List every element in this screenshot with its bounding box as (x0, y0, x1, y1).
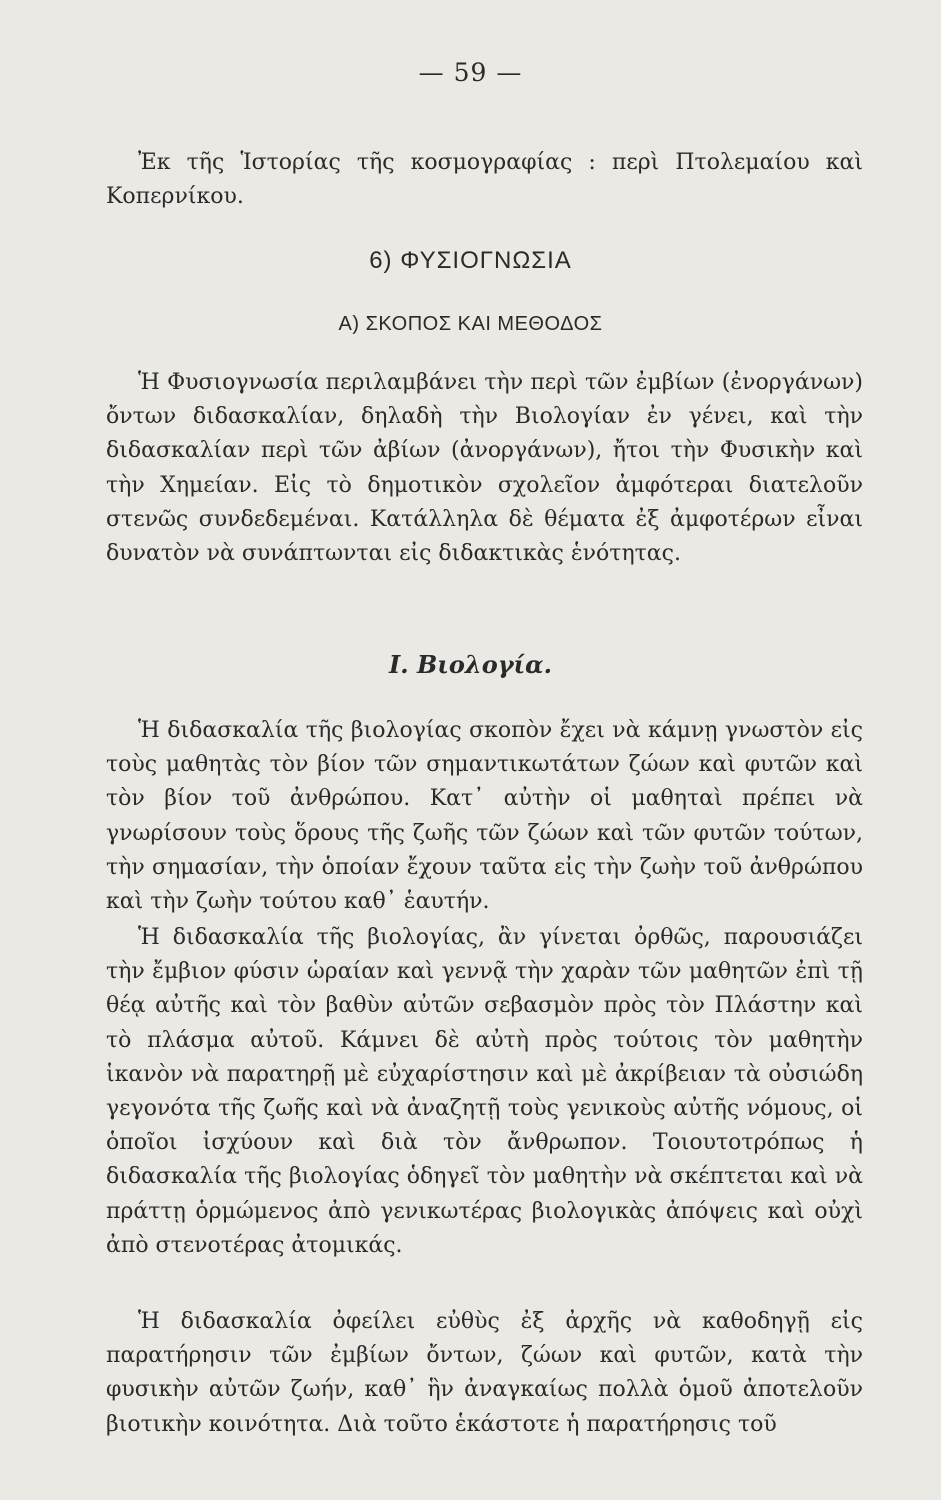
subsection-title: Α) ΣΚΟΠΟΣ ΚΑΙ ΜΕΘΟΔΟΣ (338, 313, 603, 335)
page-number: — 59 — (418, 58, 523, 87)
biology-heading: Ι. Βιολογία. (389, 650, 552, 679)
section-title: 6) ΦΥΣΙΟΓΝΩΣΙΑ (369, 247, 572, 274)
paragraph-biology-teaching: Ἡ διδασκαλία τῆς βιολογίας, ἂν γίνεται ὀρθῶς, παρουσιάζει τὴν ἔμβιον φύσιν ὡραίαν καὶ γεννᾷ τὴν χαρὰν τῶν μαθητῶν ἐπὶ τῇ θέᾳ αὐτῆς καὶ τὸν βαθὺν αὐτῶν σεβασμὸν πρὸς τὸν Πλάστην καὶ τὸ πλάσμα αὐτοῦ. Κάμνει δὲ αὐτὴ πρὸς τούτοις τὸν μαθητὴν ἱκανὸν νὰ παρατηρῇ μὲ εὐχαρίστησιν καὶ μὲ ἀκρίβειαν τὰ οὐσιώδη γεγονότα τῆς ζωῆς καὶ νὰ ἀναζητῇ τοὺς γενικοὺς αὐτῆς νόμους, οἱ ὁποῖοι ἰσχύουν καὶ διὰ τὸν ἄνθρωπον. Τοιουτοτρόπως ἡ διδασκαλία τῆς βιολογίας ὁδηγεῖ τὸν μαθητὴν νὰ σκέπτεται καὶ νὰ πράττῃ ὁρμώμενος ἀπὸ γενικωτέρας βιολογικὰς ἀπόψεις καὶ οὐχὶ ἀπὸ στενοτέρας ἀτομικάς. (106, 925, 863, 1258)
intro-line: Ἐκ τῆς Ἱστορίας τῆς κοσμογραφίας : περὶ Πτολεμαίου καὶ Κοπερνίκου. (106, 150, 863, 209)
paragraph-physiognosia: Ἡ Φυσιογνωσία περιλαμβάνει τὴν περὶ τῶν ἐμβίων (ἐνοργάνων) ὄντων διδασκαλίαν, δηλαδὴ τὴν Βιολογίαν ἐν γένει, καὶ τὴν διδασκαλίαν περὶ τῶν ἀβίων (ἀνοργάνων), ἤτοι τὴν Φυσικὴν καὶ τὴν Χημείαν. Εἰς τὸ δημοτικὸν σχολεῖον ἀμφότεραι διατελοῦν στενῶς συνδεδεμέναι. Κατάλληλα δὲ θέματα ἐξ ἀμφοτέρων εἶναι δυνατὸν νὰ συνάπτωνται εἰς διδακτικὰς ἑνότητας. (106, 370, 863, 567)
paragraph-biology-aim: Ἡ διδασκαλία τῆς βιολογίας σκοπὸν ἔχει νὰ κάμνῃ γνωστὸν εἰς τοὺς μαθητὰς τὸν βίον τῶν σημαντικωτάτων ζώων καὶ φυτῶν καὶ τὸν βίον τοῦ ἀνθρώπου. Κατ᾽ αὐτὴν οἱ μαθηταὶ πρέπει νὰ γνωρίσουν τοὺς ὅρους τῆς ζωῆς τῶν ζώων καὶ τῶν φυτῶν τούτων, τὴν σημασίαν, τὴν ὁποίαν ἔχουν ταῦτα εἰς τὴν ζωὴν τοῦ ἀνθρώπου καὶ τὴν ζωὴν τούτου καθ᾽ ἑαυτήν. (106, 718, 863, 915)
paragraph-observation: Ἡ διδασκαλία ὀφείλει εὐθὺς ἐξ ἀρχῆς νὰ καθοδηγῇ εἰς παρατήρησιν τῶν ἐμβίων ὄντων, ζώων καὶ φυτῶν, κατὰ τὴν φυσικὴν αὐτῶν ζωήν, καθ᾽ ἣν ἀναγκαίως πολλὰ ὁμοῦ ἀποτελοῦν βιοτικὴν κοινότητα. Διὰ τοῦτο ἑκάστοτε ἡ παρατήρησις τοῦ (106, 1309, 863, 1437)
